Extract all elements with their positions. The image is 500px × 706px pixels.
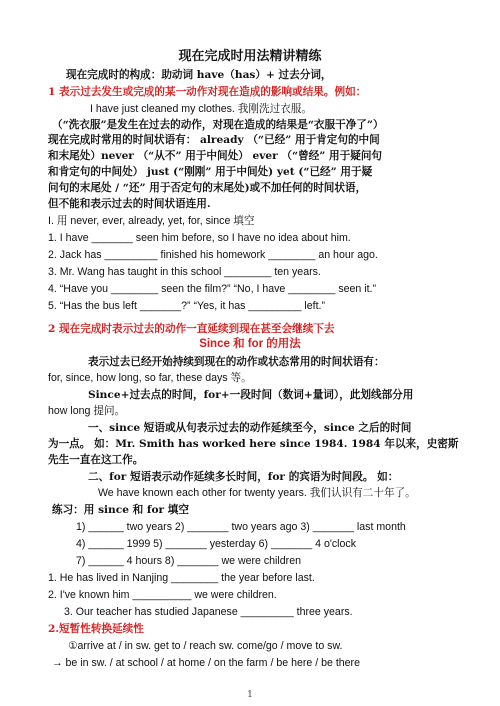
practice-row: 4) ______ 1999 5) _______ yesterday 6) _______ 4 o'clock <box>76 538 357 550</box>
section-heading: 2.短暂性转换延续性 <box>48 623 144 635</box>
text-line: 问句的末尾处 / “还” 用于否定句的末尾处)或不加任何的时间状语， <box>48 182 367 194</box>
exercise-item: 5. “Has the bus left _______?” “Yes, it has _________ left.” <box>48 300 325 312</box>
exercise-item: 1. I have _______ seen him before, so I have no idea about him. <box>48 232 351 244</box>
text-line: （“洗衣服”是发生在过去的动作，对现在造成的结果是“衣服干净了”） <box>52 119 384 131</box>
page-number: 1 <box>247 690 253 700</box>
text-line: ①arrive at / in sw. get to / reach sw. come/go / move to sw. <box>68 640 343 652</box>
section-heading: 2 现在完成时表示过去的动作一直延续到现在甚至会继续下去 <box>48 323 335 335</box>
text-line: 和肯定句的中间处） just (“刚刚” 用于中间处) yet (“已经” 用于疑 <box>48 166 373 178</box>
exercise-heading: I. 用 never, ever, already, yet, for, since 填空 <box>48 215 255 227</box>
text-line: 但不能和表示过去的时间状语连用. <box>48 198 211 210</box>
practice-row: 7) ______ 4 hours 8) _______ we were children <box>76 555 301 567</box>
text-line: 现在完成时的构成：助动词 have（has）+ 过去分词， <box>66 69 332 81</box>
text-line: 为一点。 如：Mr. Smith has worked here since 1984. 1984 年以来，史密斯 <box>48 438 459 450</box>
practice-heading: 练习：用 since 和 for 填空 <box>52 504 189 516</box>
practice-sentence: 1. He has lived in Nanjing ________ the year before last. <box>48 572 315 584</box>
text-line: for, since, how long, so far, these days 等。 <box>48 372 252 384</box>
example-line: We have known each other for twenty years. 我们认识有二十年了。 <box>98 487 416 499</box>
text-line: 先生一直在这工作。 <box>48 454 144 466</box>
practice-sentence: 3. Our teacher has studied Japanese _________ three years. <box>64 606 353 618</box>
subsection-title: Since 和 for 的用法 <box>199 338 301 350</box>
exercise-item: 4. “Have you ________ seen the film?” “No, I have ________ seen it.” <box>48 283 377 295</box>
exercise-item: 2. Jack has _________ finished his homework ________ an hour ago. <box>48 249 378 261</box>
practice-sentence: 2. I've known him __________ we were children. <box>48 589 277 601</box>
text-line: 和末尾处）never （“从不” 用于中间处） ever （“曾经” 用于疑问句 <box>48 150 383 162</box>
text-line: → be in sw. / at school / at home / on the farm / be here / be there <box>52 657 360 669</box>
document-title: 现在完成时用法精讲精练 <box>178 49 322 64</box>
text-line: 表示过去已经开始持续到现在的动作或状态常用的时间状语有： <box>88 356 385 368</box>
text-line: how long 提问。 <box>48 405 126 417</box>
text-line: 现在完成时常用的时间状语有： already （“已经” 用于肯定句的中间 <box>48 134 380 146</box>
example-line: I have just cleaned my clothes. 我刚洗过衣服。 <box>90 103 312 115</box>
exercise-item: 3. Mr. Wang has taught in this school ________ ten years. <box>48 266 321 278</box>
text-line: 二、for 短语表示动作延续多长时间，for 的宾语为时间段。 如： <box>88 471 399 483</box>
practice-row: 1) ______ two years 2) _______ two years ago 3) _______ last month <box>76 521 406 533</box>
section-heading: 1 表示过去发生或完成的某一动作对现在造成的影响或结果。例如： <box>48 86 367 98</box>
text-line: Since+过去点的时间，for+一段时间（数词+量词），此划线部分用 <box>88 389 414 401</box>
text-line: 一、since 短语或从句表示过去的动作延续至今，since 之后的时间 <box>88 422 412 434</box>
